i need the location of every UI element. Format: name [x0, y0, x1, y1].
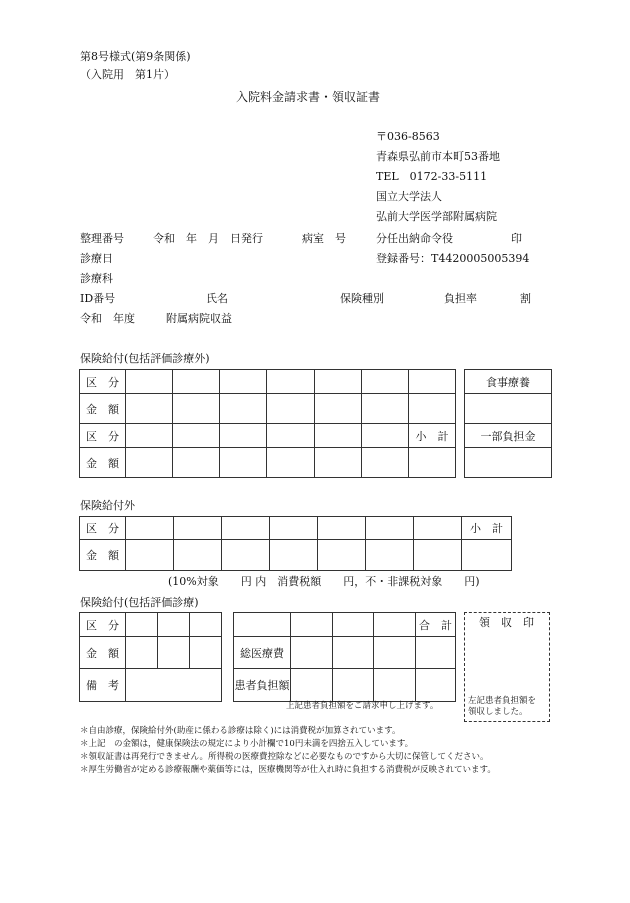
- shokei-label: 小 計: [462, 517, 512, 540]
- wari-label: 割: [520, 292, 531, 305]
- seiri-number-label: 整理番号: [80, 232, 124, 245]
- section3-left-table: [79, 612, 222, 702]
- ichibu-label: 一部負担金: [465, 424, 552, 448]
- tax-breakdown: (10%対象 円 内 消費税額 円，不・非課税対象 円): [168, 575, 480, 588]
- receipt-note-1: 左記患者負担額を: [468, 696, 537, 706]
- room-label: 病室 号: [302, 232, 346, 245]
- patient-burden-label: 患者負担額: [234, 669, 291, 702]
- fiscal-year-label: 令和 年度: [80, 312, 135, 325]
- section1-title: 保険給付(包括評価診療外): [80, 352, 210, 365]
- registration-number: 登録番号：T4420005005394: [376, 252, 530, 265]
- section1-table: [79, 369, 456, 478]
- shokei-label: 小 計: [409, 424, 456, 448]
- revenue-label: 附属病院収益: [166, 312, 232, 325]
- section3-title: 保険給付(包括評価診療): [80, 596, 199, 609]
- page-title: 入院料金請求書・領収証書: [236, 90, 381, 104]
- form-number: 第8号様式(第9条関係): [80, 50, 191, 63]
- note-item: ＊領収証書は再発行できません。所得税の医療費控除などに必要なものですから大切に保管してください。: [80, 752, 489, 762]
- kubun-label: 区 分: [80, 517, 126, 540]
- section2-title: 保険給付外: [80, 499, 135, 512]
- kingaku-label: 金 額: [80, 540, 126, 571]
- kingaku-label: 金 額: [80, 394, 126, 424]
- note-item: ＊上記 の金額は，健康保険法の規定により小計欄で10円未満を四捨五入しています。: [80, 739, 414, 749]
- kubun-label: 区 分: [80, 613, 126, 637]
- total-cost-label: 総医療費: [234, 637, 291, 669]
- name-label: 氏名: [206, 292, 228, 305]
- receipt-note-2: 領収しました。: [468, 707, 528, 717]
- seal-mark: 印: [511, 232, 522, 245]
- kingaku-label: 金 額: [80, 637, 126, 669]
- issuer-address: 青森県弘前市本町53番地: [376, 150, 500, 163]
- receipt-stamp-title: 領 収 印: [479, 616, 534, 629]
- issuer-officer: 分任出納命令役: [376, 232, 453, 245]
- issuer-org: 国立大学法人: [376, 190, 442, 203]
- shinryo-date-label: 診療日: [80, 252, 113, 265]
- note-item: ＊自由診療，保険給付外(助産に係わる診療は除く)には消費税が加算されています。: [80, 726, 401, 736]
- postal-code: 〒036-8563: [376, 130, 440, 143]
- issuer-hospital: 弘前大学医学部附属病院: [376, 210, 497, 223]
- kubun-label: 区 分: [80, 424, 126, 448]
- section3-right-table: [233, 612, 456, 702]
- receipt-stamp-box: [464, 612, 550, 722]
- issue-date-label: 令和 年 月 日発行: [153, 232, 263, 245]
- burden-rate-label: 負担率: [444, 292, 477, 305]
- insurance-type-label: 保険種別: [340, 292, 384, 305]
- note-item: ＊厚生労働省が定める診療報酬や薬価等には，医療機関等が仕入れ時に負担する消費税が反映されています。: [80, 765, 496, 775]
- issuer-tel: TEL 0172-33-5111: [376, 170, 488, 183]
- request-note: 上記患者負担額をご請求申し上げます。: [286, 701, 439, 711]
- form-subtitle: （入院用 第1片）: [80, 68, 175, 81]
- meal-label: 食事療養: [465, 370, 552, 394]
- id-number-label: ID番号: [80, 292, 116, 305]
- gokei-label: 合 計: [416, 613, 456, 637]
- section2-table: [79, 516, 512, 571]
- kubun-label: 区 分: [80, 370, 126, 394]
- kingaku-label: 金 額: [80, 448, 126, 478]
- section1-side-table: [464, 369, 552, 478]
- department-label: 診療科: [80, 272, 113, 285]
- biko-label: 備 考: [80, 669, 126, 702]
